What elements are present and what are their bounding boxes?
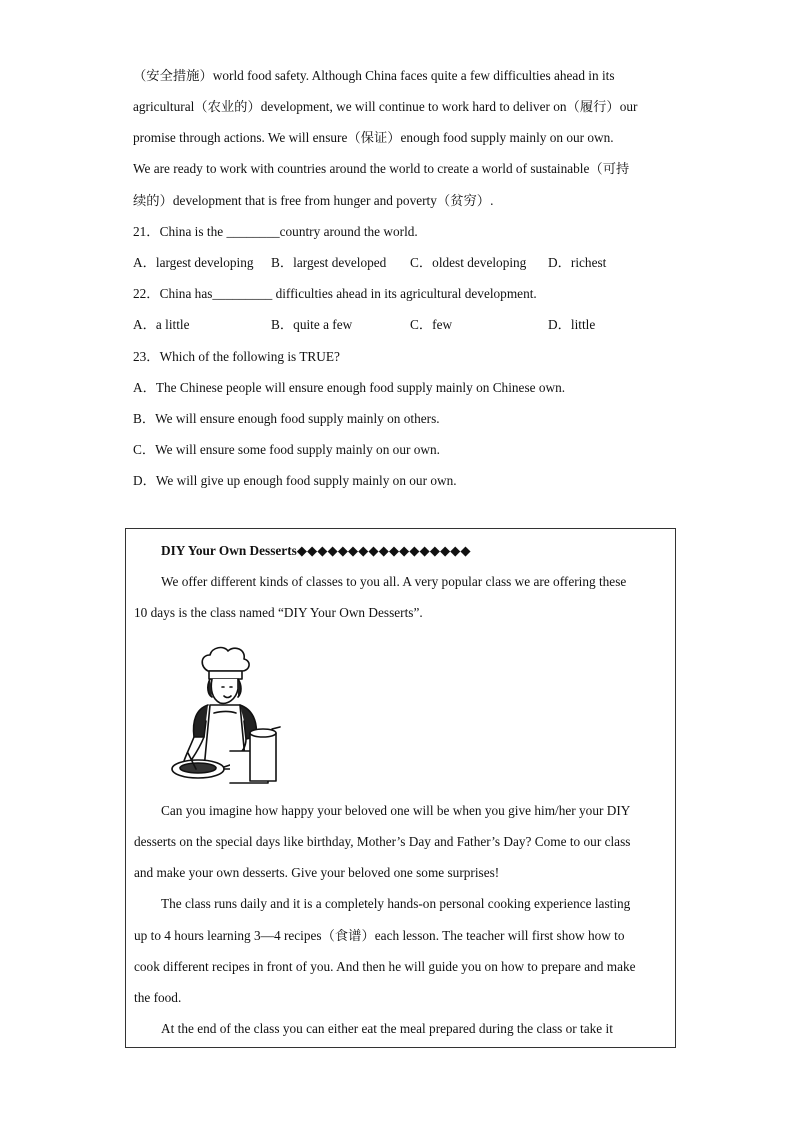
option-c[interactable]: C．We will ensure some food supply mainly on our own. bbox=[133, 442, 440, 457]
option-c[interactable]: C．oldest developing bbox=[410, 255, 527, 270]
question-21-stem: 21．China is the ________country around the world. bbox=[133, 224, 418, 239]
box-title: DIY Your Own Desserts◆◆◆◆◆◆◆◆◆◆◆◆◆◆◆◆◆ bbox=[161, 543, 471, 558]
option-a[interactable]: A．The Chinese people will ensure enough food supply mainly on Chinese own. bbox=[133, 380, 566, 395]
box-intro-line: 10 days is the class named “DIY Your Own Desserts”. bbox=[134, 605, 423, 620]
option-d[interactable]: D．little bbox=[548, 317, 596, 332]
option-d[interactable]: D．We will give up enough food supply mainly on our own. bbox=[133, 473, 457, 488]
box-body-line: At the end of the class you can either eat the meal prepared during the class or take it bbox=[161, 1021, 613, 1036]
box-intro-line: We offer different kinds of classes to you all. A very popular class we are offering these bbox=[161, 574, 627, 589]
option-d[interactable]: D．richest bbox=[548, 255, 607, 270]
box-body-line: cook different recipes in front of you. And then he will guide you on how to prepare and make bbox=[134, 959, 636, 974]
box-body-line: The class runs daily and it is a completely hands-on personal cooking experience lasting bbox=[161, 896, 631, 911]
passage-line: 续的）development that is free from hunger and poverty（贫穷）. bbox=[133, 193, 494, 208]
box-body-line: and make your own desserts. Give your beloved one some surprises! bbox=[134, 865, 500, 880]
box-body-line: Can you imagine how happy your beloved one will be when you give him/her your DIY bbox=[161, 803, 631, 818]
option-b[interactable]: B．quite a few bbox=[271, 317, 353, 332]
option-c[interactable]: C．few bbox=[410, 317, 453, 332]
question-22-stem: 22．China has_________ difficulties ahead in its agricultural development. bbox=[133, 286, 537, 301]
passage-line: promise through actions. We will ensure（保证）enough food supply mainly on our own. bbox=[133, 130, 614, 145]
option-a[interactable]: A．largest developing bbox=[133, 255, 254, 270]
passage-line: （安全措施）world food safety. Although China faces quite a few difficulties ahead in its bbox=[133, 68, 615, 83]
question-23-stem: 23．Which of the following is TRUE? bbox=[133, 349, 340, 364]
reading-box bbox=[125, 528, 676, 1048]
option-a[interactable]: A．a little bbox=[133, 317, 190, 332]
passage-line: agricultural（农业的）development, we will continue to work hard to deliver on（履行）our bbox=[133, 99, 638, 114]
box-body-line: desserts on the special days like birthday, Mother’s Day and Father’s Day? Come to our class bbox=[134, 834, 631, 849]
box-body-line: up to 4 hours learning 3—4 recipes（食谱）each lesson. The teacher will first show how to bbox=[134, 928, 625, 943]
option-b[interactable]: B．largest developed bbox=[271, 255, 387, 270]
passage-line: We are ready to work with countries around the world to create a world of sustainable（可持 bbox=[133, 161, 630, 176]
option-b[interactable]: B．We will ensure enough food supply mainly on others. bbox=[133, 411, 440, 426]
box-body-line: the food. bbox=[134, 990, 182, 1005]
chef-cooking-illustration bbox=[164, 641, 282, 791]
